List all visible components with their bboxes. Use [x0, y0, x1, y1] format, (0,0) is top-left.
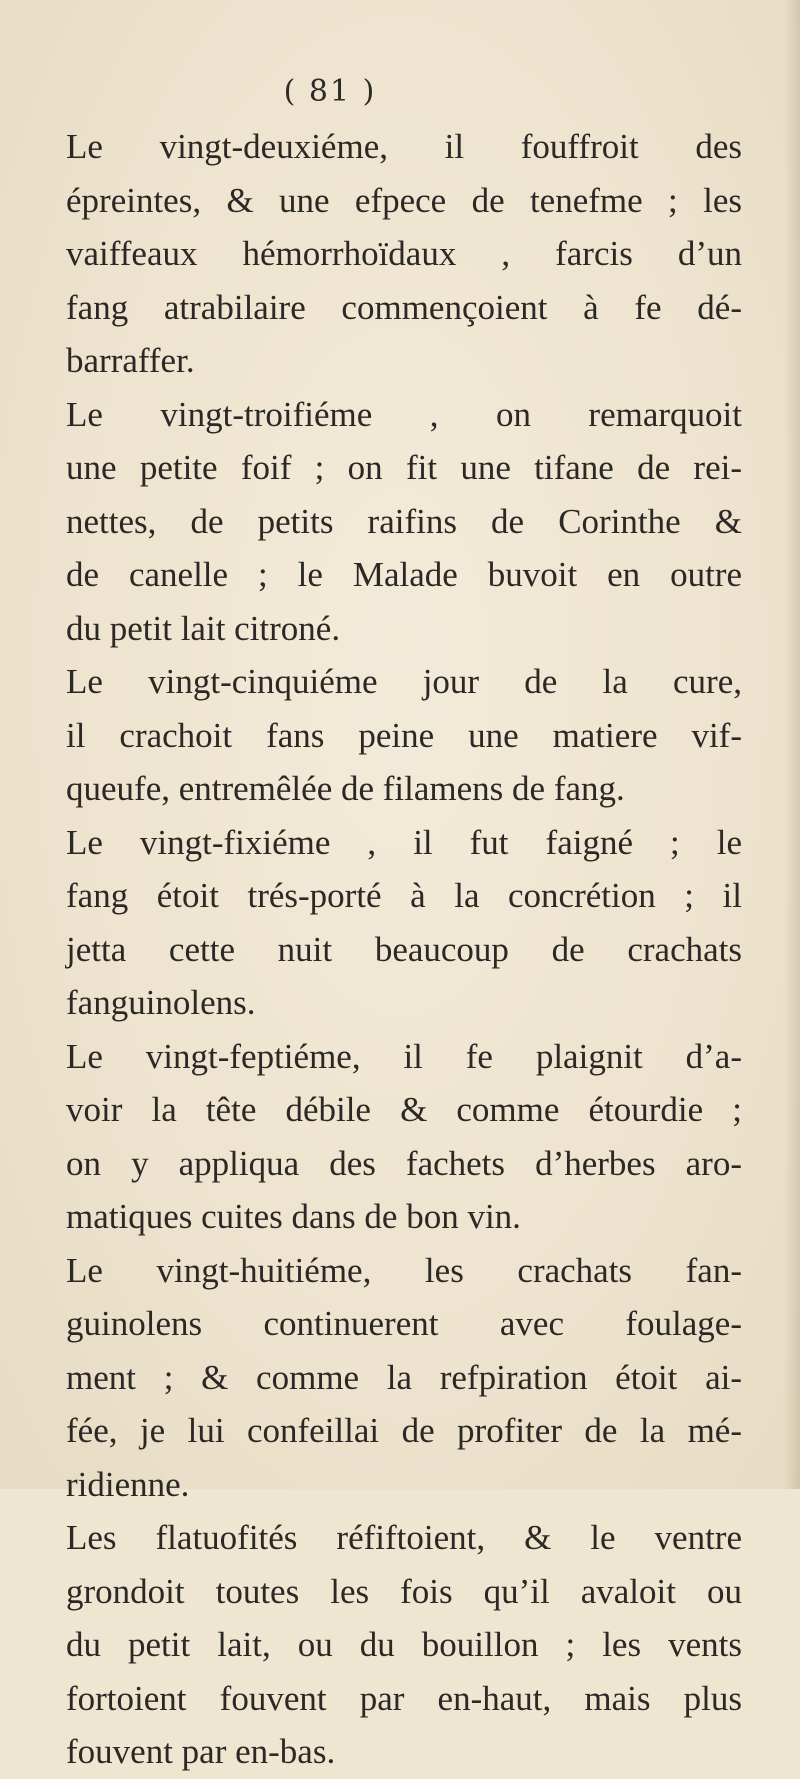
paragraph-vingt-cinquieme: [52, 655, 742, 816]
text-line: fouvent par en-bas.: [66, 1732, 336, 1771]
text-line: du petit lait citroné.: [66, 608, 341, 648]
text-line: guinolens continuerent avec foulage-: [66, 1304, 742, 1343]
text-line: une petite foif ; on fit une tifane de rei-: [66, 448, 742, 487]
text-line: vaiffeaux hémorrhoïdaux , farcis d’un: [66, 234, 742, 273]
paragraph-vingt-sixieme: [52, 816, 742, 1030]
text-line: jetta cette nuit beaucoup de crachats: [66, 929, 742, 969]
text-line: matiques cuites dans de bon vin.: [66, 1197, 521, 1236]
paragraph-vingt-troisieme: [52, 388, 742, 656]
text-line: grondoit toutes les fois qu’il avaloit ou: [66, 1571, 742, 1611]
text-line: Le vingt-cinquiéme jour de la cure,: [66, 662, 742, 701]
text-line: Le vingt-huitiéme, les crachats fan-: [66, 1250, 742, 1290]
body-text: [52, 120, 742, 1779]
text-line: fortoient fouvent par en-haut, mais plus: [66, 1678, 742, 1718]
text-line: on y appliqua des fachets d’herbes aro-: [66, 1143, 742, 1183]
text-line: Le vingt-deuxiéme, il fouffroit des: [66, 127, 742, 166]
text-line: fang atrabilaire commençoient à fe dé-: [66, 287, 742, 327]
paragraph-flatuosites: [52, 1511, 742, 1779]
text-line: Le vingt-feptiéme, il fe plaignit d’a-: [66, 1036, 742, 1076]
text-line: fang étoit trés-porté à la concrétion ; il: [66, 876, 742, 915]
text-line: fée, je lui confeillai de profiter de la mé-: [66, 1411, 742, 1450]
paragraph-vingt-deuxieme: [52, 120, 742, 388]
text-line: voir la tête débile & comme étourdie ;: [66, 1090, 742, 1129]
text-line: Les flatuofités réfiftoient, & le ventre: [66, 1518, 742, 1557]
text-line: ridienne.: [66, 1464, 190, 1504]
text-line: il crachoit fans peine une matiere vif-: [66, 715, 742, 755]
text-line: fanguinolens.: [66, 983, 256, 1022]
paragraph-vingt-huitieme: [52, 1244, 742, 1512]
text-line: épreintes, & une efpece de tenefme ; les: [66, 180, 742, 220]
paragraph-vingt-septieme: [52, 1030, 742, 1244]
text-line: queufe, entremêlée de filamens de fang.: [66, 769, 625, 808]
text-line: de canelle ; le Malade buvoit en outre: [66, 555, 742, 594]
text-line: Le vingt-fixiéme , il fut faigné ; le: [66, 822, 742, 862]
text-line: Le vingt-troifiéme , on remarquoit: [66, 394, 742, 434]
page-edge-shadow: [784, 0, 800, 1489]
text-line: du petit lait, ou du bouillon ; les vents: [66, 1625, 742, 1664]
page-number: ( 81 ): [283, 74, 377, 109]
text-line: barraffer.: [66, 341, 195, 380]
text-line: ment ; & comme la refpiration étoit ai-: [66, 1357, 742, 1397]
text-line: nettes, de petits raifins de Corinthe &: [66, 501, 742, 541]
